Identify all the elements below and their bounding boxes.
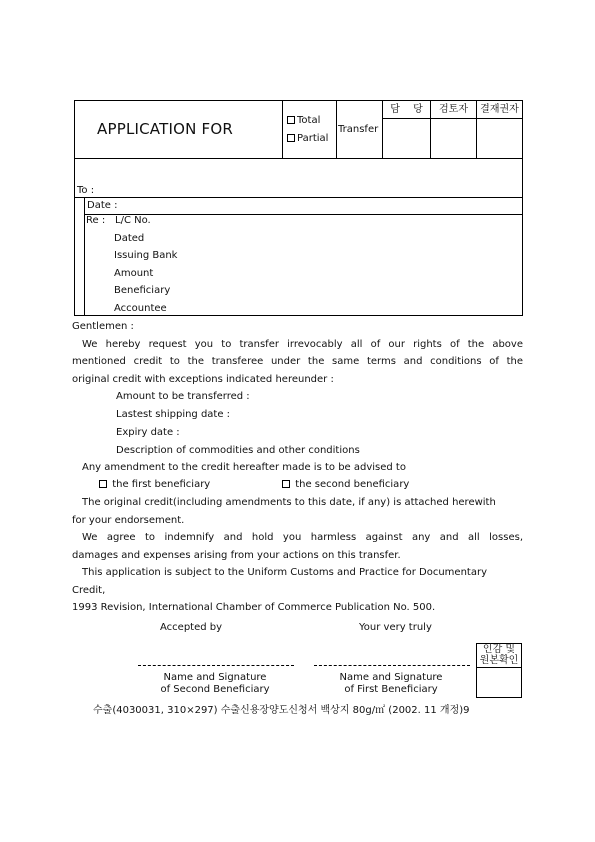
para3-line1: We agree to indemnify and hold you harmless against any and all losses, [82,532,523,543]
seal-label-2: 원본확인 [479,655,519,666]
approval-staff: 담 당 [390,104,423,115]
re-label: Re : [86,215,106,226]
form-code-footer: 수출(4030031, 310×297) 수출신용장양도신청서 백상지 80g/㎡ (2002. 11 개정)9 [93,705,470,716]
option-partial[interactable]: Partial [287,133,328,145]
first-beneficiary-signature-line[interactable] [314,665,470,666]
approval-reviewer: 검토자 [439,104,468,115]
yours-truly: Your very truly [359,622,432,633]
exception-shipping-date: Lastest shipping date : [116,409,231,420]
seal-divider [476,667,522,668]
second-beneficiary-caption-1: Name and Signature [163,672,267,683]
transfer-label: Transfer [338,124,379,135]
to-label: To : [77,185,95,196]
re-field-issuing-bank: Issuing Bank [114,250,178,261]
seal-label-1: 인감 및 [482,644,516,655]
form-title: APPLICATION FOR [97,120,233,138]
re-field-accountee: Accountee [114,303,167,314]
para2-line1: The original credit(including amendments to this date, if any) is attached herewith [82,497,496,508]
checkbox-icon[interactable] [99,480,107,488]
option-second-beneficiary[interactable]: the second beneficiary [282,479,409,491]
amendment-line: Any amendment to the credit hereafter made is to be advised to [82,462,406,473]
para2-line2: for your endorsement. [72,515,185,526]
option-first-beneficiary[interactable]: the first beneficiary [99,479,210,491]
second-beneficiary-caption-2: of Second Beneficiary [160,684,270,695]
para1-line2: mentioned credit to the transferee under the same terms and conditions of the [72,356,523,367]
accepted-by: Accepted by [160,622,223,633]
date-label: Date : [87,200,118,211]
first-beneficiary-caption-2: of First Beneficiary [344,684,438,695]
checkbox-icon[interactable] [287,116,295,124]
para1-line1: We hereby request you to transfer irrevocably all of our rights of the above [82,339,523,350]
para4-line2: Credit, [72,585,106,596]
salutation: Gentlemen : [72,321,134,332]
exception-description: Description of commodities and other conditions [116,445,360,456]
exception-expiry-date: Expiry date : [116,427,180,438]
approval-authority: 결재권자 [480,104,519,115]
first-beneficiary-caption-1: Name and Signature [339,672,443,683]
para4-line3: 1993 Revision, International Chamber of Commerce Publication No. 500. [72,602,436,613]
para4-line1: This application is subject to the Uniform Customs and Practice for Documentary [82,567,487,578]
re-field-lc-no: L/C No. [115,215,151,226]
checkbox-icon[interactable] [282,480,290,488]
exception-amount: Amount to be transferred : [116,391,250,402]
para3-line2: damages and expenses arising from your actions on this transfer. [72,550,401,561]
re-field-beneficiary: Beneficiary [114,285,171,296]
re-field-amount: Amount [114,268,154,279]
option-total[interactable]: Total [287,115,320,127]
checkbox-icon[interactable] [287,134,295,142]
second-beneficiary-signature-line[interactable] [138,665,294,666]
para1-line3: original credit with exceptions indicated hereunder : [72,374,334,385]
re-field-dated: Dated [114,233,145,244]
